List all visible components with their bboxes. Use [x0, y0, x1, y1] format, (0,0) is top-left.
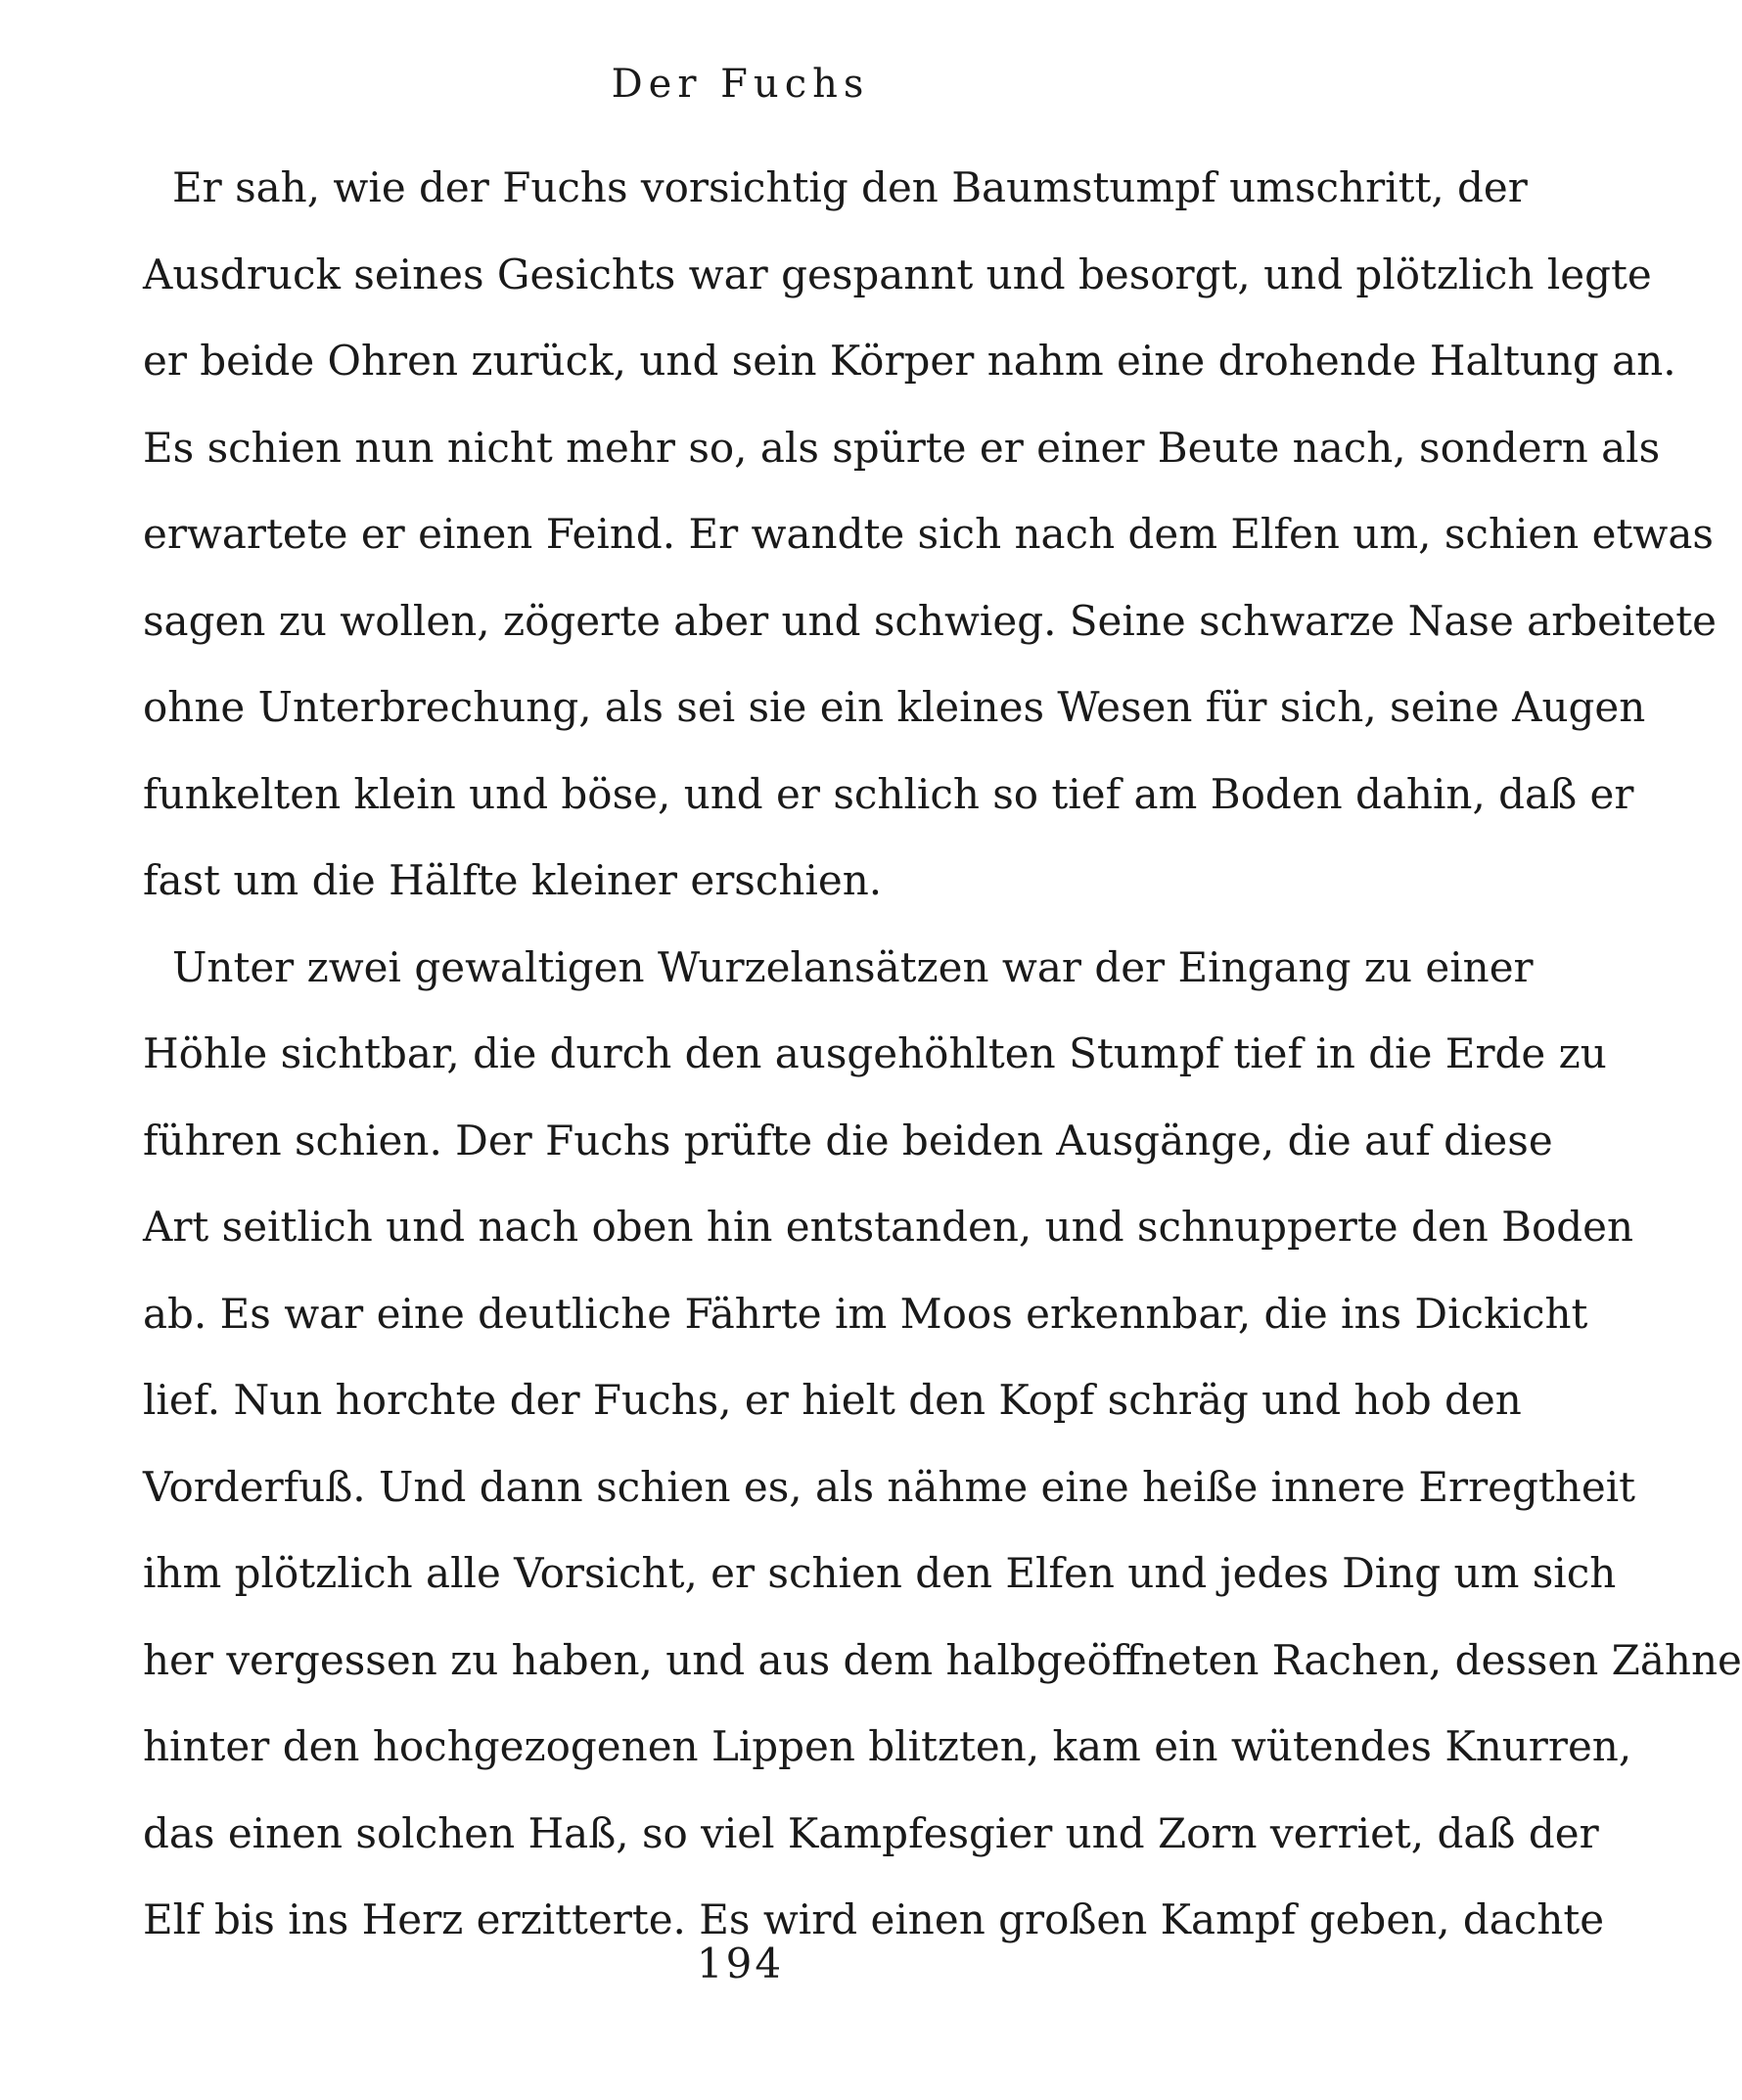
text-line: Unter zwei gewaltigen Wurzelansätzen war der Eingang zu einer [172, 942, 1534, 991]
text-line: erwartete er einen Feind. Er wandte sich nach dem Elfen um, schien etwas [143, 510, 1714, 558]
text-line: sagen zu wollen, zögerte aber und schwieg. Seine schwarze Nase arbeitete [143, 596, 1717, 645]
text-line: Elf bis ins Herz erzitterte. Es wird einen großen Kampf geben, dachte [143, 1895, 1605, 1943]
text-line: Er sah, wie der Fuchs vorsichtig den Baumstumpf umschritt, der [172, 163, 1528, 211]
text-line: das einen solchen Haß, so viel Kampfesgier und Zorn verriet, daß der [143, 1808, 1599, 1857]
body-text [143, 145, 1742, 1964]
paragraph-1 [143, 145, 1717, 925]
text-line: lief. Nun horchte der Fuchs, er hielt den Kopf schräg und hob den [143, 1376, 1522, 1424]
paragraph-2 [143, 925, 1742, 1964]
text-line-last: fast um die Hälfte kleiner erschien. [143, 856, 883, 904]
text-line: Es schien nun nicht mehr so, als spürte er einer Beute nach, sondern als [143, 423, 1661, 472]
text-line: ab. Es war eine deutliche Fährte im Moos erkennbar, die ins Dickicht [143, 1289, 1588, 1338]
text-line: hinter den hochgezogenen Lippen blitzten, kam ein wütendes Knurren, [143, 1722, 1632, 1770]
text-line: her vergessen zu haben, und aus dem halbgeöffneten Rachen, dessen Zähne [143, 1635, 1742, 1684]
text-line: Vorderfuß. Und dann schien es, als nähme eine heiße innere Erregtheit [143, 1462, 1636, 1511]
page-number: 194 [696, 1940, 785, 1987]
text-line: ohne Unterbrechung, als sei sie ein kleines Wesen für sich, seine Augen [143, 683, 1646, 731]
text-line: führen schien. Der Fuchs prüfte die beiden Ausgänge, die auf diese [143, 1116, 1553, 1164]
text-line: Art seitlich und nach oben hin entstanden, und schnupperte den Boden [143, 1203, 1634, 1251]
text-line: ihm plötzlich alle Vorsicht, er schien den Elfen und jedes Ding um sich [143, 1549, 1617, 1597]
text-line: er beide Ohren zurück, und sein Körper nahm eine drohende Haltung an. [143, 337, 1676, 385]
running-head: Der Fuchs [611, 62, 870, 107]
text-line: Höhle sichtbar, die durch den ausgehöhlten Stumpf tief in die Erde zu [143, 1029, 1607, 1077]
text-line: funkelten klein und böse, und er schlich so tief am Boden dahin, daß er [143, 769, 1634, 818]
text-line: Ausdruck seines Gesichts war gespannt und besorgt, und plötzlich legte [143, 250, 1652, 298]
